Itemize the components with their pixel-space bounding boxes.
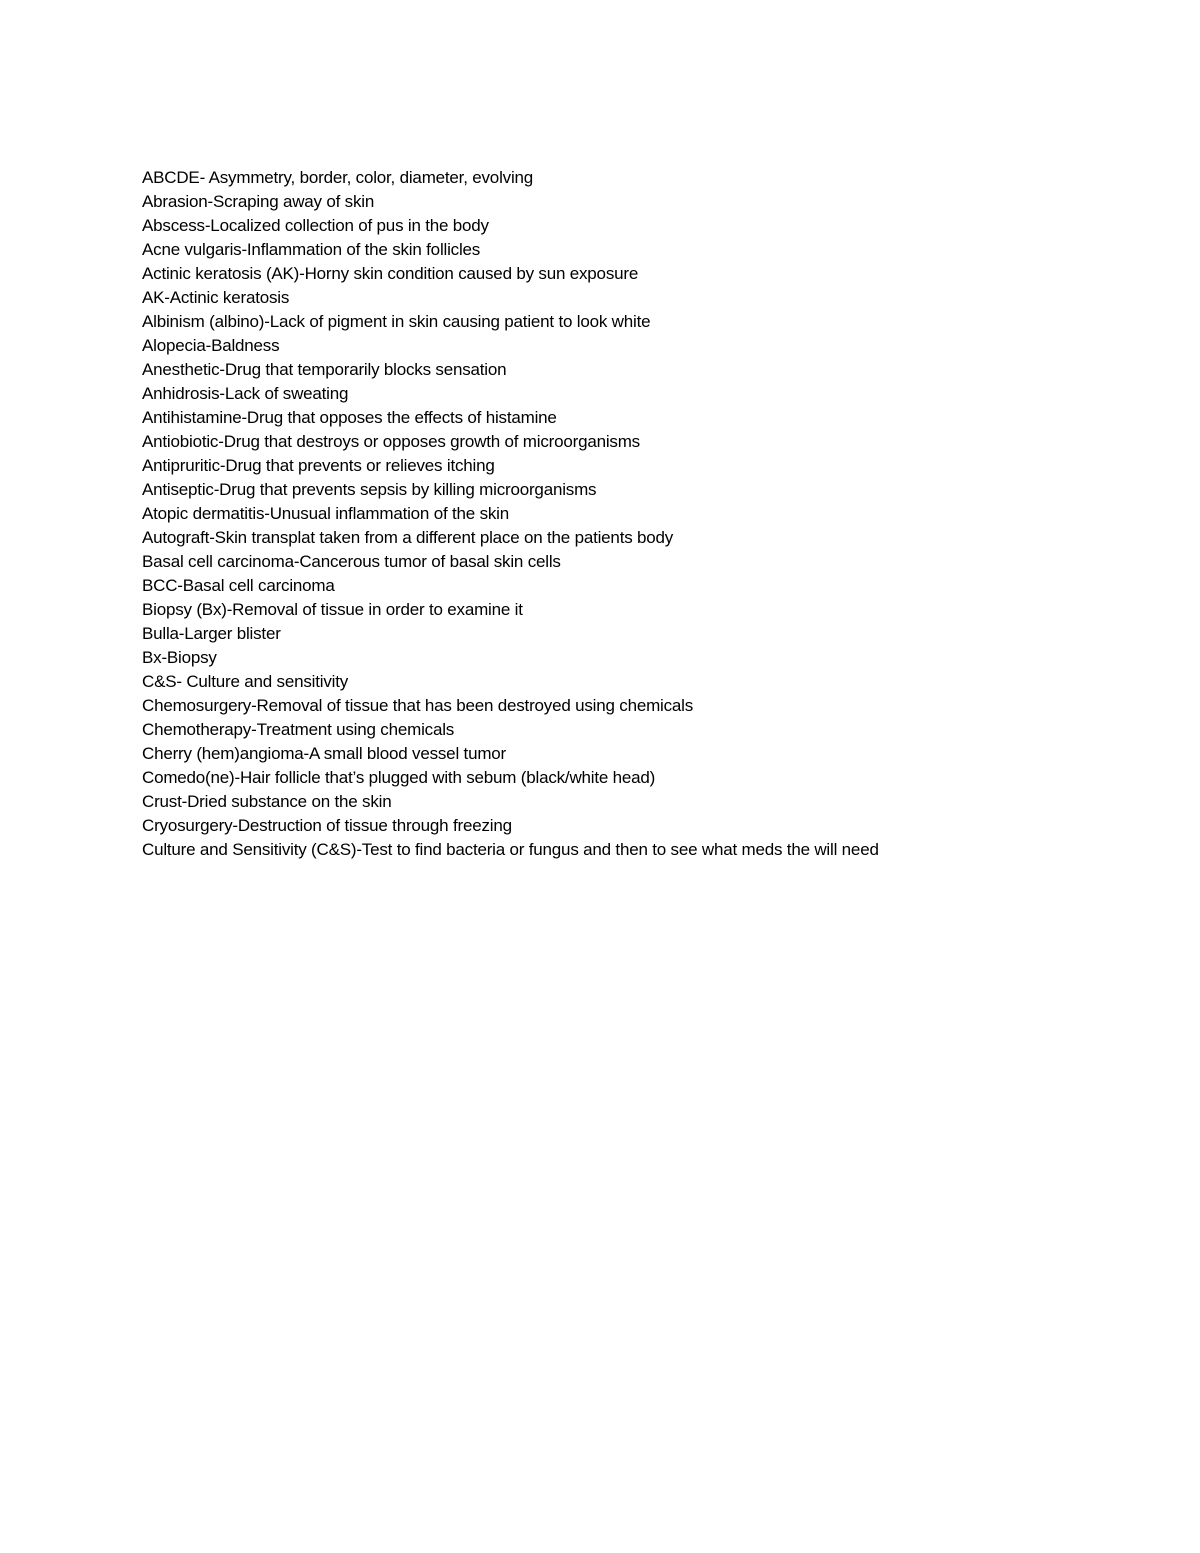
glossary-line: Actinic keratosis (AK)-Horny skin condition caused by sun exposure [142,264,639,283]
glossary-line: Anhidrosis-Lack of sweating [142,384,349,403]
glossary-line: Antiseptic-Drug that prevents sepsis by killing microorganisms [142,480,597,499]
glossary-line: Chemotherapy-Treatment using chemicals [142,720,455,739]
glossary-line: ABCDE- Asymmetry, border, color, diameter, evolving [142,168,534,187]
glossary-line: Comedo(ne)-Hair follicle that’s plugged with sebum (black/white head) [142,768,656,787]
glossary-line: Antihistamine-Drug that opposes the effects of histamine [142,408,557,427]
glossary-line: Cherry (hem)angioma-A small blood vessel tumor [142,744,506,763]
glossary-line: Atopic dermatitis-Unusual inflammation of the skin [142,504,509,523]
glossary-line: Basal cell carcinoma-Cancerous tumor of basal skin cells [142,552,561,571]
glossary-line: BCC-Basal cell carcinoma [142,576,335,595]
glossary-line: Bulla-Larger blister [142,624,281,643]
glossary-line: Autograft-Skin transplat taken from a different place on the patients body [142,528,674,547]
glossary-line: Abscess-Localized collection of pus in the body [142,216,489,235]
glossary-line: Alopecia-Baldness [142,336,280,355]
glossary-line: C&S- Culture and sensitivity [142,672,349,691]
glossary-line: Albinism (albino)-Lack of pigment in skin causing patient to look white [142,312,651,331]
glossary-line: Chemosurgery-Removal of tissue that has been destroyed using chemicals [142,696,694,715]
glossary-line: Anesthetic-Drug that temporarily blocks sensation [142,360,507,379]
glossary-line: Cryosurgery-Destruction of tissue through freezing [142,816,512,835]
glossary-line: Antiobiotic-Drug that destroys or opposes growth of microorganisms [142,432,640,451]
glossary-line: Biopsy (Bx)-Removal of tissue in order to examine it [142,600,523,619]
glossary-line: Acne vulgaris-Inflammation of the skin follicles [142,240,481,259]
glossary-line: Bx-Biopsy [142,648,217,667]
glossary-line: AK-Actinic keratosis [142,288,290,307]
glossary-line: Abrasion-Scraping away of skin [142,192,375,211]
glossary-line: Culture and Sensitivity (C&S)-Test to find bacteria or fungus and then to see what meds the will need [142,840,879,859]
glossary-list [142,166,1162,862]
glossary-line: Crust-Dried substance on the skin [142,792,392,811]
glossary-line: Antipruritic-Drug that prevents or relieves itching [142,456,495,475]
